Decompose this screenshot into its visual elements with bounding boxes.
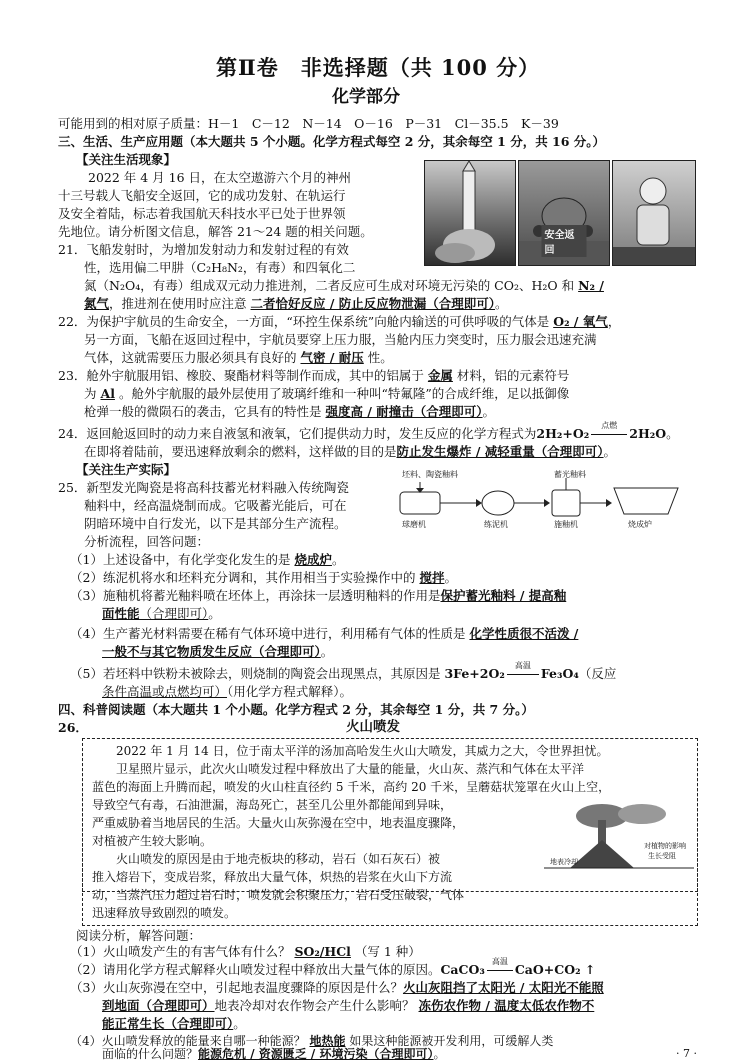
flow-label: 蓄光釉料 xyxy=(554,470,586,479)
q25-sub xyxy=(70,552,344,567)
q26-answer: CaCO₃ xyxy=(440,962,485,977)
q26-answer: CaO+CO₂ ↑ xyxy=(514,962,596,977)
q24-text: 24．返回舱返回时的动力来自液氢和液氧，它们提供动力时，发生反应的化学方程式为 xyxy=(58,426,537,441)
q23-line xyxy=(84,386,569,401)
flow-label: 烧成炉 xyxy=(628,520,652,529)
q23-text: 材料，铝的元素符号 xyxy=(456,368,570,383)
q25-sub xyxy=(70,588,566,603)
flow-label: 施釉机 xyxy=(554,520,578,529)
q25-answer: 条件高温或点燃均可） xyxy=(102,684,228,699)
q26-sub xyxy=(102,998,594,1013)
q26-sub xyxy=(102,1016,246,1031)
q25-answer: Fe₃O₄ xyxy=(540,666,579,681)
q23-answer: 强度高 / 耐撞击（合理即可） xyxy=(325,404,483,419)
q26-text: 。 xyxy=(433,1047,446,1061)
q23-answer: 金属 xyxy=(427,368,453,383)
q25-line: 分析流程，回答问题： xyxy=(84,534,210,549)
q26-answer: 能正常生长（合理即可） xyxy=(102,1016,234,1031)
q25-sub xyxy=(70,626,578,641)
q26-sub xyxy=(70,944,421,959)
q26-answer: 能源危机 / 资源匮乏 / 环境污染（合理即可） xyxy=(198,1047,434,1061)
atomic-masses: 可能用到的相对原子质量：H－1 C－12 N－14 O－16 P－31 Cl－35.5 K－39 xyxy=(58,116,559,131)
article-line: 对植被产生较大影响。 xyxy=(92,834,213,848)
q26-text: 如果这种能源被开发利用，可缓解人类 xyxy=(349,1034,554,1048)
q21-line xyxy=(84,296,508,311)
q25-text: （3）施釉机将蓄光釉料喷在坯体上，再涂抹一层透明釉料的作用是 xyxy=(70,588,441,603)
q25-sub xyxy=(102,644,333,659)
photo-label: 安全返回 xyxy=(542,225,587,257)
q23-text: 。舱外宇航服的最外层使用了玻璃纤维和一种叫“特氟隆”的合成纤维，足以抵御像 xyxy=(118,386,570,401)
q25-text: 。 xyxy=(444,570,457,585)
q25-answer: 烧成炉 xyxy=(294,552,332,567)
intro-line: 及安全着陆，标志着我国航天科技水平已处于世界领 xyxy=(58,206,346,221)
q23-text: 为 xyxy=(84,386,97,401)
q23-text: 23．舱外宇航服用铝、橡胶、聚酯材料等制作而成，其中的铝属于 xyxy=(58,368,424,383)
q24-answer: 2H₂O xyxy=(629,426,667,441)
flow-label: 坯料、陶瓷釉料 xyxy=(402,470,458,479)
intro-line: 2022 年 4 月 16 日，在太空遨游六个月的神州 xyxy=(88,170,352,185)
q24-text: 在即将着陆前，要迅速释放剩余的燃料，这样做的目的是 xyxy=(84,444,397,459)
q26-text: 地表冷却对农作物会产生什么影响？ xyxy=(214,998,415,1013)
rocket-launch-photo xyxy=(424,160,516,266)
q25-line: 25．新型发光陶瓷是将高科技蓄光材料融入传统陶瓷 xyxy=(58,480,349,495)
q26-text: （1）火山喷发产生的有害气体有什么？ xyxy=(70,944,291,959)
article-line: 蓝色的海面上升腾而起，喷发的火山柱直径约 5 千米，高约 20 千米，呈蘑菇状笼罩在火山上空， xyxy=(92,780,611,794)
q22-text: ， xyxy=(607,314,621,329)
article-title: 火山喷发 xyxy=(346,719,400,735)
q26-text: 面临的什么问题？ xyxy=(102,1047,199,1061)
focus-life-heading: 【关注生活现象】 xyxy=(76,152,177,167)
q24-answer: 防止发生爆炸 / 减轻重量（合理即可） xyxy=(396,444,604,459)
q23-text: 枪弹一般的微陨石的袭击，它具有的特性是 xyxy=(84,404,322,419)
q22-line: 另一方面，飞船在返回过程中，宇航员要穿上压力服，当舱内压力突变时，压力服会迅速充满 xyxy=(84,332,597,347)
q26-text: 。 xyxy=(233,1016,246,1031)
q25-text: 。 xyxy=(331,552,345,567)
article-line: 导致空气有毒，石油泄漏，海岛死亡，甚至几公里外都能闻到异味， xyxy=(92,798,453,812)
q25-answer: 一般不与其它物质发生反应（合理即可） xyxy=(102,644,321,659)
diagram-label: 生长受阻 xyxy=(648,852,676,860)
flow-label: 练泥机 xyxy=(484,520,508,529)
section4-heading: 四、科普阅读题（本大题共 1 个小题。化学方程式 2 分，其余每空 1 分，共 7 分。） xyxy=(58,702,534,717)
q26-answer: 到地面（合理即可） xyxy=(102,998,215,1013)
page-subtitle: 化学部分 xyxy=(332,87,400,107)
q22-answer: 气密 / 耐压 xyxy=(300,350,364,365)
q25-line: 釉料中，经高温烧制而成。它吸蓄光能后，可在 xyxy=(84,498,347,513)
article-line: 动，当蒸汽压力超过岩石时，喷发就会积聚压力，岩石受压破裂，气体 xyxy=(92,888,465,902)
flow-label: 球磨机 xyxy=(402,520,426,529)
section3-heading: 三、生活、生产应用题（本大题共 5 个小题。化学方程式每空 2 分，其余每空 1 分，共 16 分。） xyxy=(58,134,606,149)
q26-number: 26． xyxy=(58,720,88,735)
diagram-label: 地表冷却 xyxy=(550,858,578,866)
q21-line: 性，选用偏二甲肼（C₂H₈N₂，有毒）和四氧化二 xyxy=(84,260,356,275)
q23-answer: Al xyxy=(100,386,115,401)
q24-text: 。 xyxy=(603,444,617,459)
q25-line: 阴暗环境中自行发光，以下是其部分生产流程。 xyxy=(84,516,347,531)
q25-sub xyxy=(70,661,617,681)
q24-line xyxy=(58,421,679,441)
q25-text: （用化学方程式解释）。 xyxy=(227,684,353,699)
capsule-landing-photo xyxy=(518,160,610,266)
q25-answer: 保护蓄光釉料 / 提高釉 xyxy=(440,588,567,603)
astronaut-icon xyxy=(613,161,695,265)
article-line: 2022 年 1 月 14 日，位于南太平洋的汤加高哈发生火山大喷发，其威力之大，令世界担忧。 xyxy=(116,744,609,758)
q21-line: 21．飞船发射时，为增加发射动力和发射过程的有效 xyxy=(58,242,349,257)
q24-answer: 2H₂+O₂ xyxy=(536,426,590,441)
q26-sub xyxy=(70,957,596,977)
article-line: 卫星照片显示，此次火山喷发过程中释放出了大量的能量，火山灰、蒸汽和气体在太平洋 xyxy=(116,762,585,776)
q25-answer: 面性能 xyxy=(102,606,140,621)
q22-answer: O₂ / 氧气 xyxy=(553,314,608,329)
q23-line xyxy=(58,368,569,383)
q22-text: 气体，这就需要压力服必须具有良好的 xyxy=(84,350,297,365)
q26-prompt: 阅读分析，解答问题： xyxy=(76,928,202,943)
q26-sub xyxy=(102,1047,446,1062)
astronaut-photo xyxy=(612,160,696,266)
q26-condition: 高温 xyxy=(491,957,508,966)
q24-text: 。 xyxy=(666,426,679,441)
q25-text: 。 xyxy=(320,644,334,659)
q22-line xyxy=(58,314,620,329)
q24-condition: 点燃 xyxy=(601,421,618,430)
q26-text: （3）火山灰弥漫在空中，引起地表温度骤降的原因是什么？ xyxy=(70,980,403,995)
q26-text: （写 1 种） xyxy=(354,944,421,959)
q25-sub xyxy=(102,606,221,621)
intro-line: 十三号载人飞船安全返回，它的成功发射、在轨运行 xyxy=(58,188,346,203)
q25-answer: 搅拌 xyxy=(419,570,445,585)
q26-answer: SO₂/HCl xyxy=(294,944,351,959)
article-line: 火山喷发的原因是由于地壳板块的移动，岩石（如石灰石）被 xyxy=(116,852,441,866)
q25-answer: 化学性质很不活泼 / xyxy=(469,626,579,641)
q22-line xyxy=(84,350,393,365)
q23-line xyxy=(84,404,495,419)
intro-line: 先地位。请分析图文信息，解答 21～24 题的相关问题。 xyxy=(58,224,373,239)
q26-answer: 地热能 xyxy=(309,1034,346,1048)
diagram-label: 对植物的影响 xyxy=(644,842,686,850)
q26-text: （2）请用化学方程式解释火山喷发过程中释放出大量气体的原因。 xyxy=(70,962,441,977)
q26-text: （4）火山喷发释放的能量来自哪一种能源？ xyxy=(70,1034,306,1048)
production-flow-diagram xyxy=(388,470,688,534)
q26-answer: 冻伤农作物 / 温度太低农作物不 xyxy=(418,998,595,1013)
q25-sub xyxy=(102,684,352,699)
q21-answer: 二者恰好反应 / 防止反应物泄漏（合理即可） xyxy=(250,296,496,311)
article-line: 迅速释放导致剧烈的喷发。 xyxy=(92,906,237,920)
q25-text: （1）上述设备中，有化学变化发生的是 xyxy=(70,552,291,567)
article-frame xyxy=(82,738,698,926)
q24-line xyxy=(84,444,616,459)
q25-text: （反应 xyxy=(578,666,617,681)
q25-answer: （合理即可） xyxy=(139,606,209,621)
q25-condition: 高温 xyxy=(514,661,531,670)
q25-text: （2）练泥机将水和坯料充分调和，其作用相当于实验操作中的 xyxy=(70,570,416,585)
rocket-icon xyxy=(425,161,515,265)
q25-text: （5）若坯料中铁粉未被除去，则烧制的陶瓷会出现黑点，其原因是 xyxy=(70,666,441,681)
q21-text: ，推进剂在使用时应注意 xyxy=(109,296,247,311)
q22-text: 性。 xyxy=(367,350,393,365)
q26-answer: 火山灰阻挡了太阳光 / 太阳光不能照 xyxy=(402,980,604,995)
q22-text: 22．为保护宇航员的生命安全，一方面，“环控生保系统”向舱内输送的可供呼吸的气体是 xyxy=(58,314,550,329)
q21-answer: 氮气 xyxy=(84,296,110,311)
page-number: · 7 · xyxy=(676,1047,697,1060)
article-line: 严重威胁着当地居民的生活。大量火山灰弥漫在空中，地表温度骤降， xyxy=(92,816,465,830)
q21-line xyxy=(84,278,604,293)
q21-text: 氮（N₂O₄，有毒）组成双元动力推进剂，二者反应可生成对环境无污染的 CO₂、H₂O 和 xyxy=(84,278,575,293)
q26-sub xyxy=(70,980,604,995)
q25-text: （4）生产蓄光材料需要在稀有气体环境中进行，利用稀有气体的性质是 xyxy=(70,626,466,641)
page-title: 第Ⅱ卷 非选择题（共 100 分） xyxy=(216,55,541,80)
q21-text: 。 xyxy=(495,296,508,311)
article-line: 推入熔岩下，变成岩浆，释放出大量气体，炽热的岩浆在火山下方流 xyxy=(92,870,453,884)
q25-sub xyxy=(70,570,457,585)
focus-prod-heading: 【关注生产实际】 xyxy=(76,462,177,477)
q25-text: 。 xyxy=(208,606,221,621)
q21-answer: N₂ / xyxy=(578,278,604,293)
q25-answer: 3Fe+2O₂ xyxy=(444,666,505,681)
q23-text: 。 xyxy=(482,404,496,419)
